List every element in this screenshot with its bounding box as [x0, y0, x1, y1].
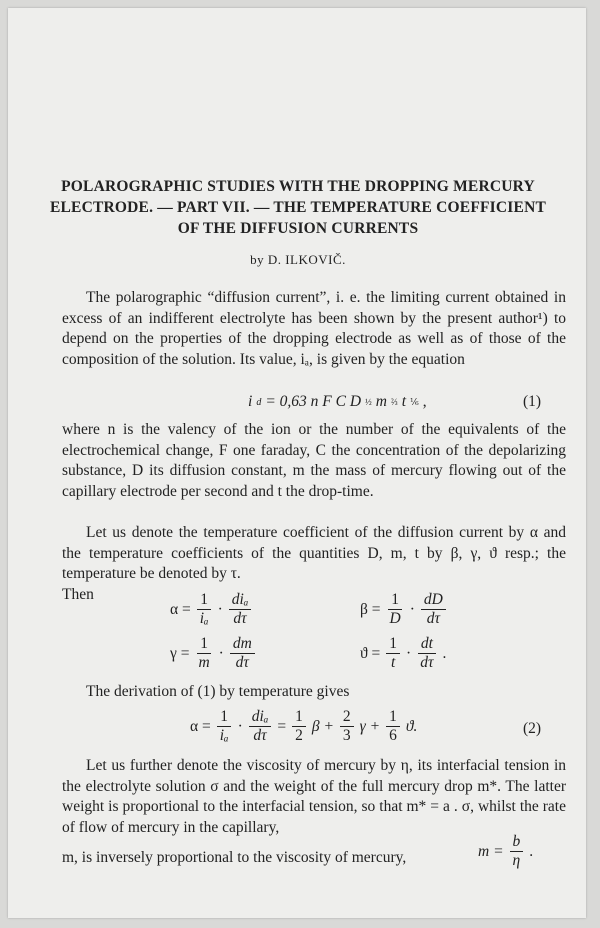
- frac-num: 1: [388, 591, 402, 610]
- paper-page: [8, 8, 586, 918]
- paragraph-viscosity: Let us further denote the viscosity of mercury by η, its interfacial tension in the electrolyte solution σ and the weight of the full mercury drop m*. The latter weight is proportional to the interfacial tension, so that m* = a . σ, whilst the rate of flow of mercury in the capillary,: [62, 757, 566, 836]
- eq1-exp-m: ⅔: [390, 397, 398, 407]
- frac-den: dτ: [420, 654, 434, 671]
- frac-num: 1: [217, 708, 231, 727]
- eqm-frac: [510, 833, 524, 870]
- paragraph-proportional: m, is inversely proportional to the viscosity of mercury,: [62, 849, 407, 866]
- title-line-3: OF THE DIFFUSION CURRENTS: [177, 220, 419, 237]
- frac-num: dD: [421, 591, 446, 610]
- eqm-tail: .: [529, 842, 534, 860]
- frac-den: dτ: [235, 654, 249, 671]
- frac-den: t: [391, 654, 396, 671]
- frac-num: dt: [418, 635, 436, 654]
- eq1-lhs: i: [248, 393, 253, 410]
- eq2-frac-two-thirds: [340, 708, 354, 745]
- frac-num: b: [510, 833, 524, 852]
- def-theta-frac1: [386, 635, 400, 672]
- frac-den: m: [198, 654, 210, 671]
- author-line: by D. ILKOVIČ.: [250, 252, 346, 267]
- equation-2: [190, 708, 417, 745]
- eq2-frac-half: [292, 708, 306, 745]
- eq2-frac-sixth: [386, 708, 400, 745]
- frac-num: diₐ: [249, 708, 272, 727]
- eq2-frac2: [249, 708, 272, 745]
- eq1-exp-t: ⅙: [410, 396, 419, 407]
- def-theta: [360, 635, 446, 672]
- title-line-1: POLAROGRAPHIC STUDIES WITH THE DROPPING MERCURY: [61, 178, 535, 195]
- def-alpha: [170, 591, 253, 628]
- frac-num: 1: [197, 635, 211, 654]
- def-theta-frac2: [417, 635, 436, 672]
- def-alpha-lhs: α =: [170, 600, 191, 618]
- def-beta-frac1: [387, 591, 404, 628]
- eq1-t: t: [401, 393, 407, 410]
- def-beta-lhs: β =: [360, 600, 381, 618]
- then-label: Then: [62, 586, 94, 603]
- eq2-frac1: [217, 708, 232, 745]
- frac-num: 1: [292, 708, 306, 727]
- frac-num: 1: [386, 635, 400, 654]
- def-gamma-frac2: [230, 635, 255, 672]
- frac-num: 1: [197, 591, 211, 610]
- dot-operator: ·: [237, 717, 243, 735]
- equation-m: [478, 833, 533, 870]
- frac-num: dm: [230, 635, 255, 654]
- frac-den: dτ: [233, 610, 247, 627]
- frac-den: D: [389, 610, 401, 627]
- paragraph-definitions: where n is the valency of the ion or the number of the equivalents of the electrochemical change, F one faraday, C the concentration of the depolarizing substance, D its diffusion constant, m the mass of mercury flowing out of the capillary electrode per second and t the drop-time.: [62, 421, 566, 500]
- paragraph-coefficients: Let us denote the temperature coefficient of the diffusion current by α and the temperature coefficients of the quantities D, m, t by β, γ, ϑ resp.; the temperature be denoted by τ.: [62, 524, 566, 582]
- equation-1-number: (1): [523, 393, 542, 410]
- dot-operator: ·: [409, 600, 415, 618]
- frac-den: 2: [295, 727, 303, 744]
- eq1-exp-d: ½: [365, 397, 372, 407]
- eq2-lhs: α =: [190, 717, 211, 735]
- def-beta: [360, 591, 448, 628]
- paper-title: [48, 176, 548, 239]
- frac-den: dτ: [426, 610, 441, 627]
- eq2-term-gamma: γ +: [359, 717, 381, 735]
- frac-den: iₐ: [199, 610, 209, 627]
- title-line-2: ELECTRODE. — PART VII. — THE TEMPERATURE COEFFICIENT: [49, 199, 547, 216]
- frac-den: 6: [389, 727, 397, 744]
- frac-num: diₐ: [229, 591, 252, 610]
- def-theta-lhs: ϑ =: [360, 644, 381, 662]
- def-gamma-lhs: γ =: [170, 644, 190, 662]
- eq1-tail: ,: [422, 393, 427, 410]
- def-alpha-frac1: [197, 591, 212, 628]
- frac-den: dτ: [253, 727, 267, 744]
- frac-den: η: [512, 852, 521, 869]
- dot-operator: ·: [218, 644, 224, 662]
- paragraph-derivation: The derivation of (1) by temperature gives: [86, 683, 350, 700]
- eq2-term-theta: ϑ.: [405, 717, 418, 735]
- eq2-term-beta: β +: [311, 717, 334, 735]
- def-theta-tail: .: [442, 644, 447, 662]
- eq2-equals: =: [277, 717, 287, 735]
- eq1-m: m: [375, 393, 387, 410]
- dot-operator: ·: [217, 600, 223, 618]
- frac-den: 3: [342, 727, 351, 744]
- eq1-lhs-sub: d: [256, 396, 262, 408]
- dot-operator: ·: [406, 644, 412, 662]
- equation-2-number: (2): [523, 720, 542, 737]
- equation-1: [248, 393, 427, 411]
- def-gamma-frac1: [195, 635, 212, 672]
- def-beta-frac2: [421, 591, 446, 628]
- paragraph-intro: The polarographic “diffusion current”, i. e. the limiting current obtained in excess of an indifferent electrolyte has been shown by the present author¹) to depend on the properties of the dropping electrode as well as of those of the composition of the solution. Its value, iₐ, is given by the equation: [62, 289, 566, 368]
- def-alpha-frac2: [229, 591, 252, 628]
- eq1-body: = 0,63 n F C D: [265, 393, 362, 410]
- frac-num: 1: [386, 708, 400, 727]
- eqm-lhs: m =: [478, 842, 504, 860]
- frac-num: 2: [340, 708, 354, 727]
- def-gamma: [170, 635, 257, 672]
- frac-den: iₐ: [219, 727, 229, 744]
